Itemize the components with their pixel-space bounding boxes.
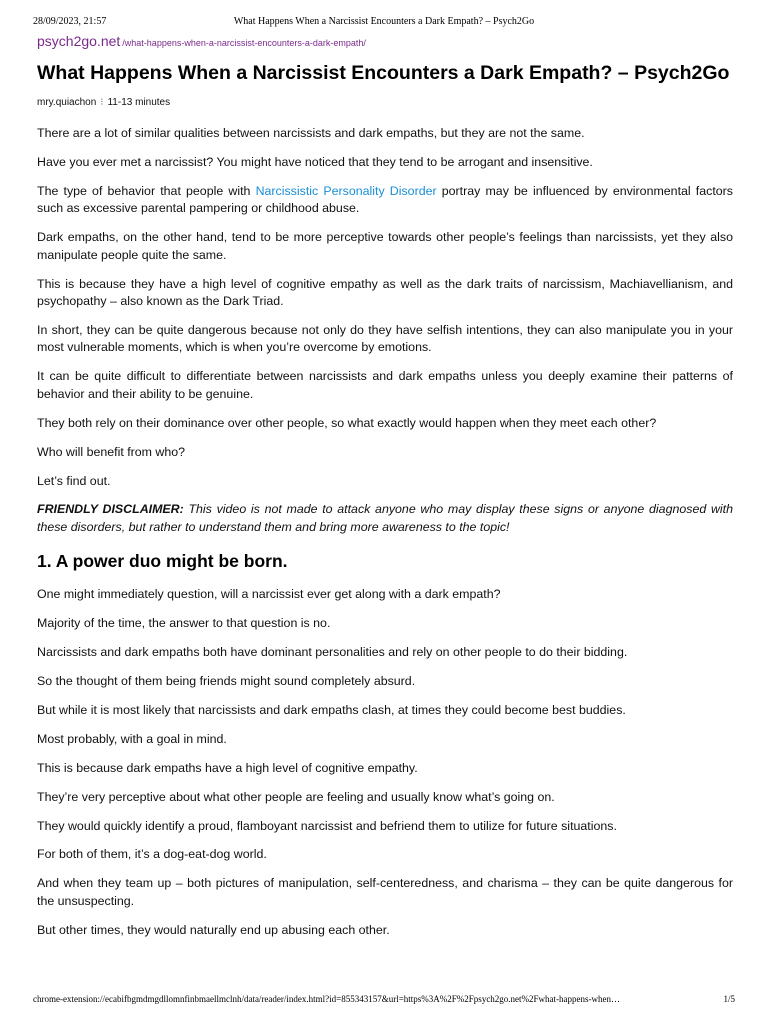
paragraph: This is because dark empaths have a high level of cognitive empathy. xyxy=(37,760,418,775)
disclaimer-label: FRIENDLY DISCLAIMER: xyxy=(37,502,184,517)
author-name: mry.quiachon xyxy=(37,97,97,108)
paragraph: One might immediately question, will a narcissist ever get along with a dark empath? xyxy=(37,587,501,602)
paragraph-text: portray may be influenced by environmental factors such as excessive parental pampering or childhood abuse. xyxy=(37,183,733,216)
paragraph: And when they team up – both pictures of manipulation, self-centeredness, and charisma – they can be quite dangerous for the unsuspecting. xyxy=(37,876,733,908)
print-footer xyxy=(33,994,735,1008)
paragraph: They would quickly identify a proud, flamboyant narcissist and befriend them to utilize for future situations. xyxy=(37,818,617,833)
read-time: 11-13 minutes xyxy=(107,97,171,108)
paragraph: But other times, they would naturally end up abusing each other. xyxy=(37,922,390,937)
disclaimer-text: This video is not made to attack anyone who may display these signs or anyone diagnosed with these disorders, but rather to understand them and bring more awareness to the topic! xyxy=(37,502,733,534)
paragraph: It can be quite difficult to differentiate between narcissists and dark empaths unless you deeply examine their patterns of behavior and their ability to be genuine. xyxy=(37,369,733,401)
article xyxy=(37,62,733,951)
paragraph-text: The type of behavior that people with xyxy=(37,183,256,198)
print-header xyxy=(33,16,735,30)
paragraph: In short, they can be quite dangerous because not only do they have selfish intentions, they can also manipulate you in your most vulnerable moments, which is when you’re overcome by emotions. xyxy=(37,322,733,355)
print-title: What Happens When a Narcissist Encounters a Dark Empath? – Psych2Go xyxy=(233,16,535,27)
paragraph: There are a lot of similar qualities between narcissists and dark empaths, but they are not the same. xyxy=(37,126,585,140)
paragraph: They both rely on their dominance over other people, so what exactly would happen when they meet each other? xyxy=(37,415,657,430)
article-title: What Happens When a Narcissist Encounters a Dark Empath? – Psych2Go xyxy=(37,62,730,84)
paragraph: They’re very perceptive about what other people are feeling and usually know what’s going on. xyxy=(37,789,555,804)
paragraph: Let’s find out. xyxy=(37,473,111,488)
site-domain-link[interactable]: psych2go.net xyxy=(37,33,121,49)
paragraph: Most probably, with a goal in mind. xyxy=(37,731,227,746)
section-heading: 1. A power duo might be born. xyxy=(37,551,288,572)
paragraph: This is because they have a high level of cognitive empathy as well as the dark traits of narcissism, Machiavellianism, and psychopathy – also known as the Dark Triad. xyxy=(37,276,733,309)
print-datetime: 28/09/2023, 21:57 xyxy=(33,16,107,27)
article-meta xyxy=(37,97,733,108)
site-path-link[interactable]: /what-happens-when-a-narcissist-encounters-a-dark-empath/ xyxy=(122,38,366,48)
paragraph: Majority of the time, the answer to that question is no. xyxy=(37,616,331,631)
print-footer-url: chrome-extension://ecabifbgmdmgdllomnfinbmaellmclnh/data/reader/index.html?id=855343157&url=https%3A%2F%2Fpsych2go.net%2Fwhat-happens-when… xyxy=(33,994,621,1004)
npd-link[interactable]: Narcissistic Personality Disorder xyxy=(255,183,437,198)
paragraph: Narcissists and dark empaths both have dominant personalities and rely on other people to do their bidding. xyxy=(37,645,628,660)
page-number: 1/5 xyxy=(723,994,735,1004)
paragraph: But while it is most likely that narcissists and dark empaths clash, at times they could become best buddies. xyxy=(37,702,626,717)
paragraph: Have you ever met a narcissist? You might have noticed that they tend to be arrogant and insensitive. xyxy=(37,154,593,169)
disclaimer xyxy=(37,501,733,536)
paragraph: So the thought of them being friends might sound completely absurd. xyxy=(37,674,416,689)
source-url[interactable] xyxy=(37,33,366,51)
paragraph xyxy=(37,183,733,218)
paragraph: Who will benefit from who? xyxy=(37,444,186,459)
paragraph: Dark empaths, on the other hand, tend to be more perceptive towards other people’s feelings than narcissists, yet they also manipulate people quite the same. xyxy=(37,230,733,262)
meta-separator: ⁝ xyxy=(100,97,104,108)
paragraph: For both of them, it’s a dog-eat-dog world. xyxy=(37,847,267,862)
